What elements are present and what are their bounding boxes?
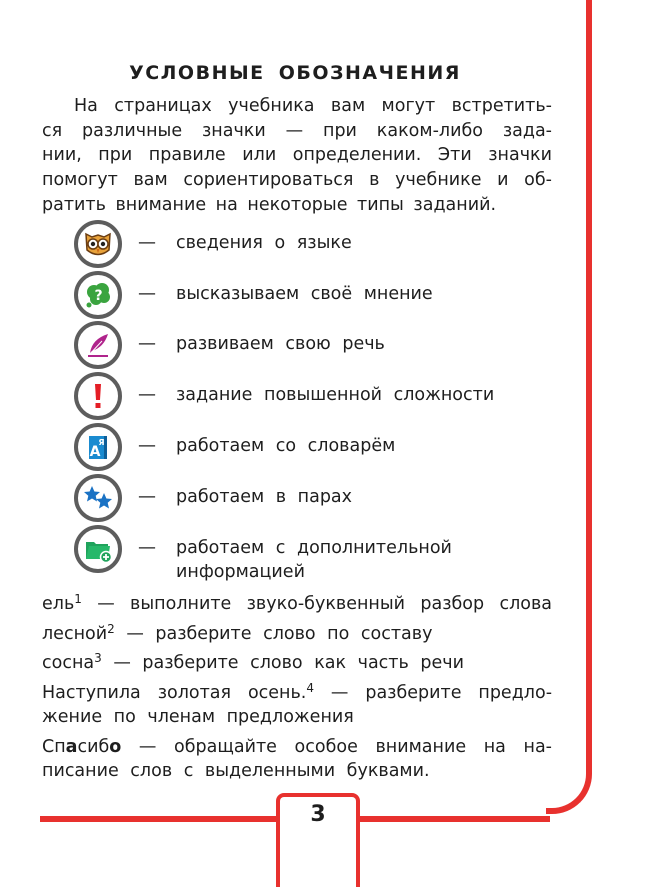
svg-text:A: A bbox=[89, 444, 101, 460]
note-text: — выполните звуко-буквенный разбор слова bbox=[81, 594, 552, 614]
legend-item bbox=[74, 321, 385, 371]
legend-text: работаем в парах bbox=[176, 487, 353, 507]
legend-text: развиваем свою речь bbox=[176, 334, 385, 354]
note-text: — разберите слово по составу bbox=[114, 623, 433, 644]
intro-line: На страницах учебника вам могут встретить- bbox=[74, 96, 552, 116]
svg-text:?: ? bbox=[94, 288, 103, 304]
legend-item bbox=[74, 525, 452, 585]
note-text: — разберите предло- bbox=[314, 682, 553, 703]
intro-paragraph bbox=[42, 94, 552, 218]
exclamation-icon bbox=[74, 372, 122, 420]
quill-feather-icon bbox=[74, 321, 122, 369]
legend-item bbox=[74, 220, 352, 270]
note-superscript: 1 bbox=[74, 592, 82, 606]
note-item bbox=[42, 592, 552, 617]
note-item bbox=[42, 622, 552, 647]
note-item bbox=[42, 651, 552, 676]
legend-dash: — bbox=[138, 283, 156, 304]
legend-text bbox=[176, 525, 452, 584]
note-word: ель bbox=[42, 594, 75, 614]
legend-text-line: работаем с дополнительной bbox=[176, 538, 452, 558]
note-word: сосна bbox=[42, 653, 95, 673]
note-word-part: Сп bbox=[42, 736, 66, 757]
legend-dash: — bbox=[138, 537, 156, 558]
intro-line: ся различные значки — при каком-либо зада- bbox=[42, 120, 552, 141]
note-superscript: 3 bbox=[94, 651, 102, 665]
two-stars-icon bbox=[74, 474, 122, 522]
note-word-part: сиб bbox=[77, 736, 110, 757]
note-word: лесной bbox=[42, 623, 108, 644]
page-frame-corner bbox=[546, 768, 592, 814]
dictionary-icon bbox=[74, 423, 122, 471]
notation-notes bbox=[42, 592, 552, 789]
page-number-tab bbox=[276, 793, 360, 887]
intro-line: нии, при правиле или определении. Эти значки bbox=[42, 145, 552, 166]
page-frame-vertical bbox=[586, 0, 592, 770]
note-superscript: 2 bbox=[107, 621, 115, 636]
intro-line: помогут вам сориентироваться в учебнике и об- bbox=[42, 170, 552, 191]
legend-text: работаем со словарём bbox=[176, 436, 396, 456]
note-text: — разберите слово как часть речи bbox=[101, 653, 464, 673]
highlighted-letter: о bbox=[109, 736, 122, 757]
legend-item bbox=[74, 372, 494, 422]
legend-dash: — bbox=[138, 486, 156, 507]
owl-icon bbox=[74, 220, 122, 268]
note-text-line: жение по членам предложения bbox=[42, 707, 354, 727]
highlighted-letter: а bbox=[65, 736, 78, 757]
note-text-line: писание слов с выделенными буквами. bbox=[42, 761, 430, 781]
legend-dash: — bbox=[138, 384, 156, 405]
page-title: УСЛОВНЫЕ ОБОЗНАЧЕНИЯ bbox=[129, 62, 461, 84]
legend-dash: — bbox=[138, 435, 156, 456]
legend-text: задание повышенной сложности bbox=[176, 385, 495, 405]
note-word: Наступила золотая осень. bbox=[42, 682, 307, 703]
legend-text-line: информацией bbox=[176, 562, 305, 582]
note-text: — обращайте особое внимание на на- bbox=[121, 736, 552, 757]
legend-item bbox=[74, 474, 352, 524]
legend-dash: — bbox=[138, 333, 156, 354]
note-superscript: 4 bbox=[306, 680, 315, 695]
folder-plus-icon bbox=[74, 525, 122, 573]
legend-item bbox=[74, 423, 395, 473]
page-number: 3 bbox=[310, 802, 326, 827]
speech-cloud-question-icon bbox=[74, 271, 122, 319]
legend-text: высказываем своё мнение bbox=[176, 284, 433, 304]
legend-dash: — bbox=[138, 232, 156, 253]
legend-text: сведения о языке bbox=[176, 233, 352, 253]
intro-line: ратить внимание на некоторые типы заданий. bbox=[42, 194, 497, 215]
svg-text:Я: Я bbox=[98, 438, 105, 447]
note-item bbox=[42, 735, 552, 784]
note-item bbox=[42, 681, 552, 730]
legend-item bbox=[74, 271, 433, 321]
